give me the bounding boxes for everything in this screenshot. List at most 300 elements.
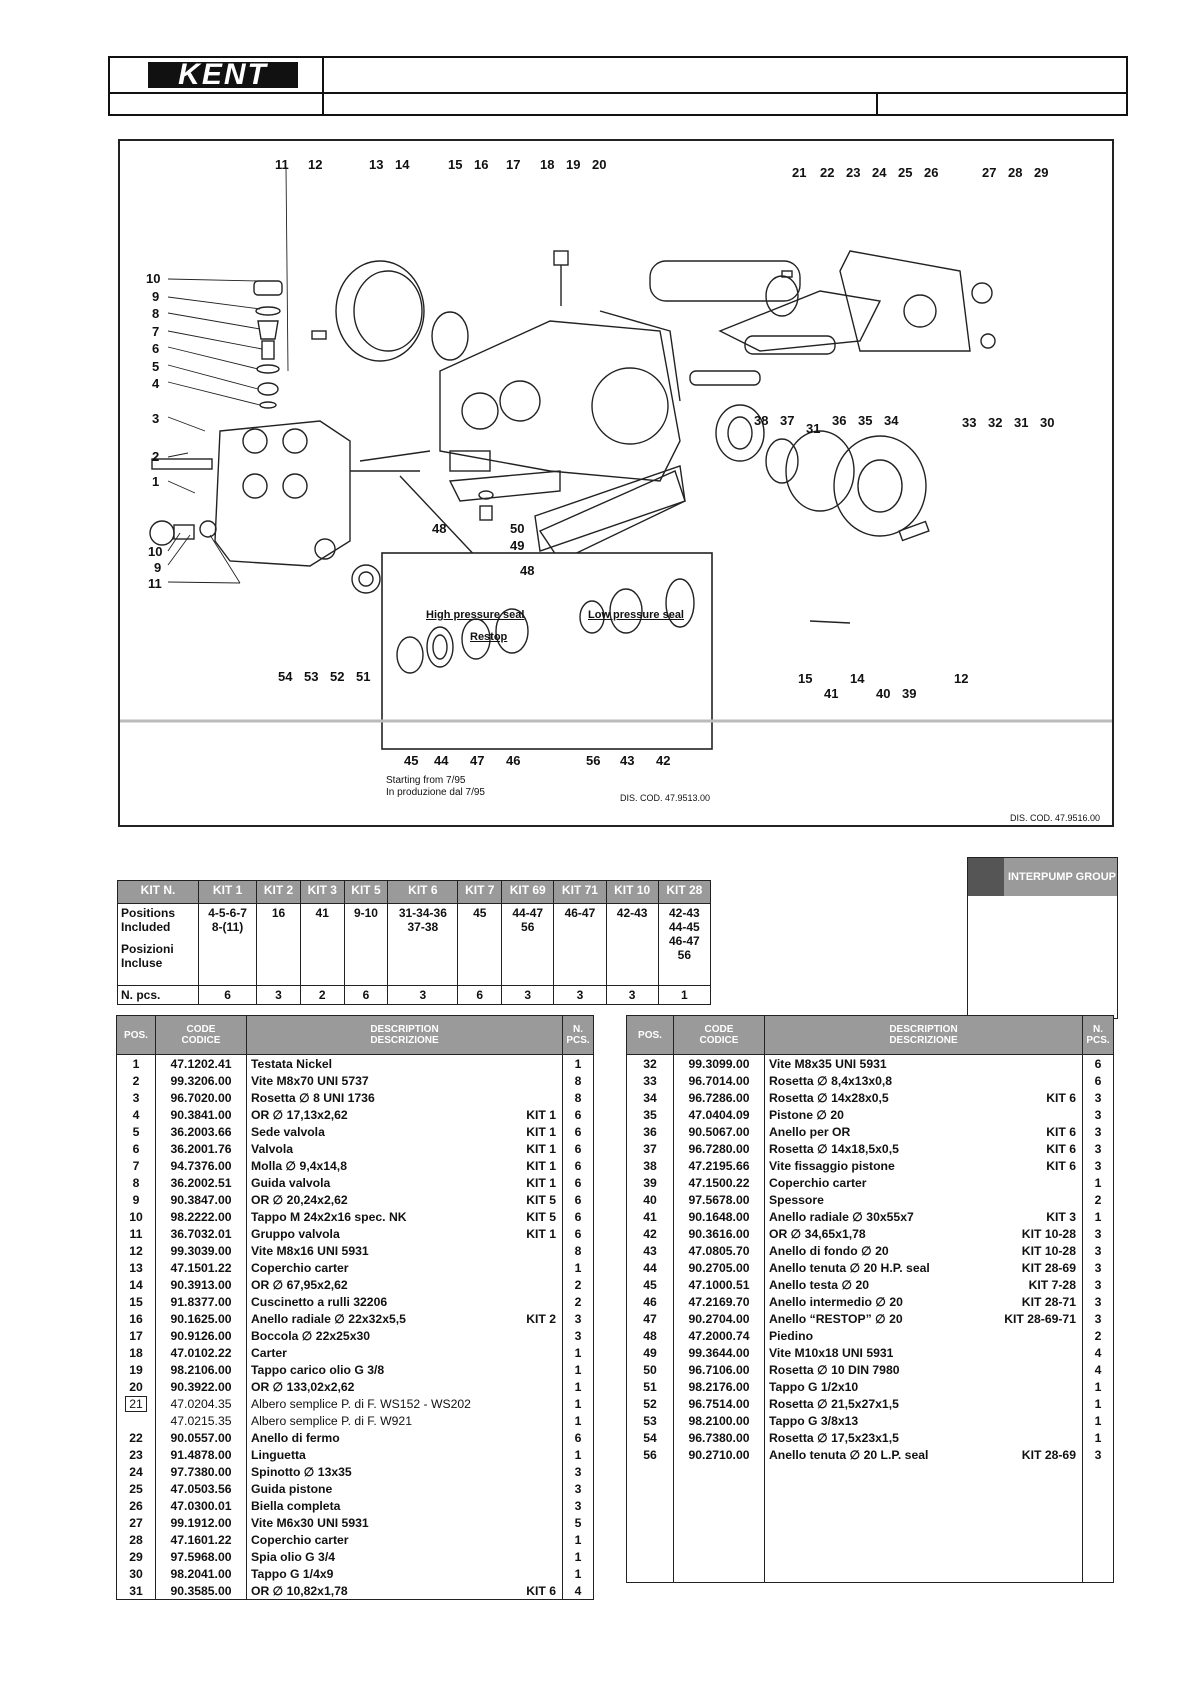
npcs-cell: 2 [1083, 1191, 1114, 1208]
npcs-cell: 6 [563, 1225, 594, 1242]
description-cell: Vite M8x35 UNI 5931 [765, 1055, 979, 1073]
description-cell: Rosetta ∅ 8 UNI 1736 [247, 1089, 516, 1106]
exploded-drawing [118, 139, 1114, 827]
table-row [627, 1055, 1114, 1073]
pos-cell: 10 [117, 1208, 156, 1225]
callout: 14 [850, 671, 865, 686]
empty-cell [978, 1497, 1082, 1514]
empty-cell [627, 1548, 674, 1565]
title-hline [110, 92, 1126, 94]
code-cell: 47.1000.51 [674, 1276, 765, 1293]
pos-cell: 47 [627, 1310, 674, 1327]
npcs-cell: 6 [563, 1157, 594, 1174]
pos-cell: 49 [627, 1344, 674, 1361]
kit-positions: 44-47 56 [502, 904, 554, 986]
parts-header-row [117, 1016, 594, 1055]
pos-cell: 23 [117, 1446, 156, 1463]
code-cell: 90.2705.00 [674, 1259, 765, 1276]
kit-cell [978, 1412, 1082, 1429]
callout: 29 [1034, 165, 1049, 180]
kit-cell [978, 1361, 1082, 1378]
callout: 19 [566, 157, 581, 172]
callout: 26 [924, 165, 939, 180]
kit-positions: 4-5-6-7 8-(11) [199, 904, 257, 986]
callout: 6 [152, 341, 160, 356]
npcs-cell: 1 [1083, 1395, 1114, 1412]
description-cell: Rosetta ∅ 14x28x0,5 [765, 1089, 979, 1106]
empty-cell [978, 1531, 1082, 1548]
pos-cell: 5 [117, 1123, 156, 1140]
pos-cell: 18 [117, 1344, 156, 1361]
pos-cell: 7 [117, 1157, 156, 1174]
kit-cell [515, 1361, 562, 1378]
description-cell: OR ∅ 34,65x1,78 [765, 1225, 979, 1242]
code-cell: 36.2003.66 [156, 1123, 247, 1140]
table-row [117, 1055, 594, 1073]
pos-cell: 50 [627, 1361, 674, 1378]
callout: 43 [620, 753, 635, 768]
kit-header: KIT 69 [502, 881, 554, 904]
npcs-cell: 4 [563, 1582, 594, 1600]
pos-cell: 45 [627, 1276, 674, 1293]
pos-cell: 3 [117, 1089, 156, 1106]
callout: 37 [780, 413, 795, 428]
description-cell: Carter [247, 1344, 516, 1361]
kit-npcs: 3 [554, 986, 606, 1005]
callout: 48 [520, 563, 535, 578]
description-cell: OR ∅ 17,13x2,62 [247, 1106, 516, 1123]
kit-cell [978, 1072, 1082, 1089]
description-cell: Rosetta ∅ 10 DIN 7980 [765, 1361, 979, 1378]
npcs-cell: 1 [563, 1395, 594, 1412]
kit-cell: KIT 1 [515, 1140, 562, 1157]
kit-cell [515, 1412, 562, 1429]
interpump-logo-icon [968, 858, 1004, 896]
description-cell: Piedino [765, 1327, 979, 1344]
npcs-cell: 3 [1083, 1225, 1114, 1242]
table-row [117, 1106, 594, 1123]
pos-cell: 27 [117, 1514, 156, 1531]
description-cell: Valvola [247, 1140, 516, 1157]
table-row [627, 1412, 1114, 1429]
npcs-cell: 6 [563, 1191, 594, 1208]
callout: 48 [432, 521, 447, 536]
code-cell: 36.2002.51 [156, 1174, 247, 1191]
callout: 44 [434, 753, 449, 768]
description-cell: Biella completa [247, 1497, 516, 1514]
empty-cell [765, 1548, 979, 1565]
code-cell: 94.7376.00 [156, 1157, 247, 1174]
code-cell: 99.1912.00 [156, 1514, 247, 1531]
kit-cell [515, 1259, 562, 1276]
empty-cell [978, 1480, 1082, 1497]
code-cell: 98.2041.00 [156, 1565, 247, 1582]
empty-cell [627, 1497, 674, 1514]
callout: 54 [278, 669, 293, 684]
table-row [627, 1174, 1114, 1191]
code-cell: 47.0805.70 [674, 1242, 765, 1259]
kit-positions: 45 [458, 904, 502, 986]
kit-cell: KIT 6 [978, 1140, 1082, 1157]
pos-cell: 46 [627, 1293, 674, 1310]
kit-cell [978, 1344, 1082, 1361]
kit-positions: 16 [257, 904, 301, 986]
code-cell: 90.3922.00 [156, 1378, 247, 1395]
empty-row [627, 1548, 1114, 1565]
code-cell: 98.2106.00 [156, 1361, 247, 1378]
inset-note-it: In produzione dal 7/95 [386, 787, 485, 798]
kit-cell [515, 1514, 562, 1531]
empty-cell [674, 1565, 765, 1583]
empty-cell [765, 1565, 979, 1583]
npcs-cell: 6 [563, 1106, 594, 1123]
table-row [117, 1242, 594, 1259]
restop-label: Restop [470, 631, 508, 643]
description-header: DESCRIPTION DESCRIZIONE [247, 1016, 563, 1055]
npcs-cell: 1 [1083, 1174, 1114, 1191]
kit-npcs: 3 [502, 986, 554, 1005]
code-cell: 90.2710.00 [674, 1446, 765, 1463]
code-cell: 90.2704.00 [674, 1310, 765, 1327]
pos-box: 21 [125, 1396, 147, 1412]
empty-cell [1083, 1497, 1114, 1514]
pos-cell: 42 [627, 1225, 674, 1242]
code-header: CODE CODICE [156, 1016, 247, 1055]
empty-cell [627, 1480, 674, 1497]
pos-cell: 13 [117, 1259, 156, 1276]
callout: 22 [820, 165, 835, 180]
code-cell: 47.2195.66 [674, 1157, 765, 1174]
code-cell: 47.2169.70 [674, 1293, 765, 1310]
table-row [627, 1327, 1114, 1344]
table-row [627, 1072, 1114, 1089]
callout: 39 [902, 686, 917, 701]
description-cell: Tappo G 1/2x10 [765, 1378, 979, 1395]
kit-positions: 9-10 [344, 904, 388, 986]
callout: 9 [152, 289, 160, 304]
npcs-cell: 4 [1083, 1361, 1114, 1378]
table-row [117, 1480, 594, 1497]
npcs-cell: 3 [1083, 1140, 1114, 1157]
kit-cell: KIT 10-28 [978, 1242, 1082, 1259]
table-row [627, 1344, 1114, 1361]
description-cell: Anello di fermo [247, 1429, 516, 1446]
kit-cell [515, 1463, 562, 1480]
pos-cell [117, 1395, 156, 1412]
callout: 15 [448, 157, 463, 172]
pos-cell: 43 [627, 1242, 674, 1259]
empty-cell [1083, 1531, 1114, 1548]
callout: 47 [470, 753, 485, 768]
npcs-cell: 2 [1083, 1327, 1114, 1344]
description-cell: Spessore [765, 1191, 979, 1208]
table-row [627, 1446, 1114, 1463]
pos-cell: 2 [117, 1072, 156, 1089]
description-cell: Rosetta ∅ 21,5x27x1,5 [765, 1395, 979, 1412]
kit-cell: KIT 10-28 [978, 1225, 1082, 1242]
pos-cell: 24 [117, 1463, 156, 1480]
pump-illustration [120, 141, 1112, 825]
description-cell: Vite M10x18 UNI 5931 [765, 1344, 979, 1361]
callout: 24 [872, 165, 887, 180]
pos-cell: 6 [117, 1140, 156, 1157]
kit-header: KIT 5 [344, 881, 388, 904]
table-row [117, 1327, 594, 1344]
kit-cell [978, 1191, 1082, 1208]
npcs-label: N. pcs. [118, 986, 199, 1005]
description-cell: Rosetta ∅ 8,4x13x0,8 [765, 1072, 979, 1089]
kit-cell: KIT 1 [515, 1106, 562, 1123]
pos-cell: 40 [627, 1191, 674, 1208]
pos-cell: 12 [117, 1242, 156, 1259]
kit-header: KIT 7 [458, 881, 502, 904]
npcs-cell: 3 [1083, 1446, 1114, 1463]
kit-npcs: 1 [658, 986, 710, 1005]
empty-cell [765, 1514, 979, 1531]
npcs-cell: 1 [1083, 1208, 1114, 1225]
code-cell: 98.2176.00 [674, 1378, 765, 1395]
empty-cell [1083, 1463, 1114, 1480]
empty-cell [674, 1531, 765, 1548]
kit-header: KIT 1 [199, 881, 257, 904]
npcs-cell: 6 [563, 1123, 594, 1140]
code-cell: 98.2222.00 [156, 1208, 247, 1225]
empty-cell [1083, 1514, 1114, 1531]
description-cell: Anello radiale ∅ 22x32x5,5 [247, 1310, 516, 1327]
callout: 51 [356, 669, 371, 684]
callout: 32 [988, 415, 1003, 430]
kent-logo: KENT [148, 62, 298, 88]
table-row [627, 1140, 1114, 1157]
npcs-header: N. PCS. [563, 1016, 594, 1055]
kit-header: KIT 2 [257, 881, 301, 904]
empty-row [627, 1480, 1114, 1497]
kit-cell [978, 1106, 1082, 1123]
pos-cell: 31 [117, 1582, 156, 1600]
pos-cell: 15 [117, 1293, 156, 1310]
table-row [117, 1191, 594, 1208]
callout: 40 [876, 686, 891, 701]
pos-cell: 1 [117, 1055, 156, 1073]
table-row [627, 1259, 1114, 1276]
pos-cell: 41 [627, 1208, 674, 1225]
empty-cell [978, 1565, 1082, 1583]
table-row [117, 1293, 594, 1310]
table-row [117, 1089, 594, 1106]
empty-cell [627, 1463, 674, 1480]
code-cell: 47.0102.22 [156, 1344, 247, 1361]
description-cell: Coperchio carter [765, 1174, 979, 1191]
pos-cell: 52 [627, 1395, 674, 1412]
npcs-cell: 3 [1083, 1089, 1114, 1106]
pos-cell: 29 [117, 1548, 156, 1565]
callout: 31 [1014, 415, 1029, 430]
description-cell: Gruppo valvola [247, 1225, 516, 1242]
kit-npcs: 6 [344, 986, 388, 1005]
description-cell: Anello tenuta ∅ 20 H.P. seal [765, 1259, 979, 1276]
kit-header: KIT 6 [388, 881, 458, 904]
code-cell: 97.5968.00 [156, 1548, 247, 1565]
callout: 4 [152, 376, 160, 391]
description-cell: Vite M8x16 UNI 5931 [247, 1242, 516, 1259]
callout: 11 [275, 157, 289, 172]
callout: 38 [754, 413, 769, 428]
title-divider [876, 92, 878, 114]
table-row [117, 1514, 594, 1531]
npcs-cell: 1 [1083, 1412, 1114, 1429]
callout: 35 [858, 413, 873, 428]
npcs-cell: 1 [1083, 1378, 1114, 1395]
code-cell: 96.7514.00 [674, 1395, 765, 1412]
callout: 34 [884, 413, 899, 428]
table-row [117, 1123, 594, 1140]
kit-positions: 42-43 [606, 904, 658, 986]
pos-cell: 44 [627, 1259, 674, 1276]
callout: 49 [510, 538, 525, 553]
callout: 33 [962, 415, 977, 430]
code-cell: 97.5678.00 [674, 1191, 765, 1208]
description-cell: Guida valvola [247, 1174, 516, 1191]
code-cell: 47.1601.22 [156, 1531, 247, 1548]
callout: 23 [846, 165, 861, 180]
code-cell: 47.0404.09 [674, 1106, 765, 1123]
kit-cell [978, 1174, 1082, 1191]
table-row [117, 1446, 594, 1463]
table-row [117, 1225, 594, 1242]
table-row [117, 1157, 594, 1174]
kit-cell [978, 1395, 1082, 1412]
callout: 12 [308, 157, 323, 172]
table-row [117, 1395, 594, 1412]
empty-row [627, 1565, 1114, 1583]
description-cell: Vite fissaggio pistone [765, 1157, 979, 1174]
code-cell: 99.3206.00 [156, 1072, 247, 1089]
description-cell: Vite M6x30 UNI 5931 [247, 1514, 516, 1531]
callout: 2 [152, 449, 160, 464]
kit-cell: KIT 7-28 [978, 1276, 1082, 1293]
npcs-cell: 1 [563, 1548, 594, 1565]
kit-cell: KIT 2 [515, 1310, 562, 1327]
table-row [117, 1463, 594, 1480]
table-row [627, 1276, 1114, 1293]
description-cell: Boccola ∅ 22x25x30 [247, 1327, 516, 1344]
table-row [627, 1208, 1114, 1225]
table-row [117, 1140, 594, 1157]
pos-cell: 14 [117, 1276, 156, 1293]
pos-cell: 34 [627, 1089, 674, 1106]
kit-table [117, 880, 711, 1005]
table-row [627, 1225, 1114, 1242]
title-divider [322, 58, 324, 114]
table-row [117, 1361, 594, 1378]
empty-cell [674, 1463, 765, 1480]
kit-cell: KIT 5 [515, 1208, 562, 1225]
description-cell: Anello radiale ∅ 30x55x7 [765, 1208, 979, 1225]
kit-positions-row [118, 904, 711, 986]
kit-cell [515, 1344, 562, 1361]
pos-cell: 53 [627, 1412, 674, 1429]
description-cell: Coperchio carter [247, 1259, 516, 1276]
npcs-cell: 3 [1083, 1310, 1114, 1327]
description-cell: OR ∅ 10,82x1,78 [247, 1582, 516, 1600]
code-cell: 47.1202.41 [156, 1055, 247, 1073]
table-row [117, 1412, 594, 1429]
code-cell: 96.7014.00 [674, 1072, 765, 1089]
table-row [117, 1548, 594, 1565]
code-cell: 90.1625.00 [156, 1310, 247, 1327]
table-row [117, 1208, 594, 1225]
code-cell: 36.7032.01 [156, 1225, 247, 1242]
npcs-cell: 3 [1083, 1259, 1114, 1276]
empty-cell [765, 1463, 979, 1480]
pos-cell: 22 [117, 1429, 156, 1446]
npcs-cell: 3 [563, 1327, 594, 1344]
code-cell: 96.7380.00 [674, 1429, 765, 1446]
code-cell: 96.7280.00 [674, 1140, 765, 1157]
table-row [627, 1378, 1114, 1395]
npcs-cell: 3 [563, 1497, 594, 1514]
description-cell: Albero semplice P. di F. W921 [247, 1412, 516, 1429]
pos-header: POS. [117, 1016, 156, 1055]
pos-cell: 36 [627, 1123, 674, 1140]
table-row [627, 1310, 1114, 1327]
callout: 5 [152, 359, 160, 374]
npcs-cell: 3 [563, 1310, 594, 1327]
npcs-cell: 6 [1083, 1055, 1114, 1073]
table-row [627, 1191, 1114, 1208]
code-cell: 90.3616.00 [674, 1225, 765, 1242]
kit-cell [978, 1378, 1082, 1395]
description-cell: OR ∅ 67,95x2,62 [247, 1276, 516, 1293]
description-cell: Tappo M 24x2x16 spec. NK [247, 1208, 516, 1225]
pos-cell: 32 [627, 1055, 674, 1073]
code-cell: 90.3847.00 [156, 1191, 247, 1208]
kit-positions: 42-43 44-45 46-47 56 [658, 904, 710, 986]
description-cell: Tappo G 3/8x13 [765, 1412, 979, 1429]
kit-npcs: 6 [199, 986, 257, 1005]
kit-positions: 41 [300, 904, 344, 986]
description-cell: Anello tenuta ∅ 20 L.P. seal [765, 1446, 979, 1463]
code-header: CODE CODICE [674, 1016, 765, 1055]
description-cell: Coperchio carter [247, 1531, 516, 1548]
kit-npcs: 3 [257, 986, 301, 1005]
empty-row [627, 1497, 1114, 1514]
code-cell: 96.7286.00 [674, 1089, 765, 1106]
callout: 31 [806, 421, 821, 436]
callout: 8 [152, 306, 160, 321]
kit-cell [515, 1565, 562, 1582]
npcs-cell: 1 [563, 1412, 594, 1429]
code-cell: 36.2001.76 [156, 1140, 247, 1157]
callout: 3 [152, 411, 160, 426]
empty-row [627, 1514, 1114, 1531]
npcs-cell: 3 [563, 1463, 594, 1480]
callout: 10 [146, 271, 161, 286]
code-cell: 99.3039.00 [156, 1242, 247, 1259]
callout: 10 [148, 544, 163, 559]
empty-cell [978, 1463, 1082, 1480]
table-row [627, 1123, 1114, 1140]
npcs-cell: 1 [563, 1361, 594, 1378]
callout: 9 [154, 560, 162, 575]
npcs-cell: 1 [1083, 1429, 1114, 1446]
callout: 12 [954, 671, 969, 686]
npcs-cell: 2 [563, 1293, 594, 1310]
empty-cell [1083, 1565, 1114, 1583]
npcs-cell: 4 [1083, 1344, 1114, 1361]
pos-cell: 33 [627, 1072, 674, 1089]
table-row [117, 1378, 594, 1395]
